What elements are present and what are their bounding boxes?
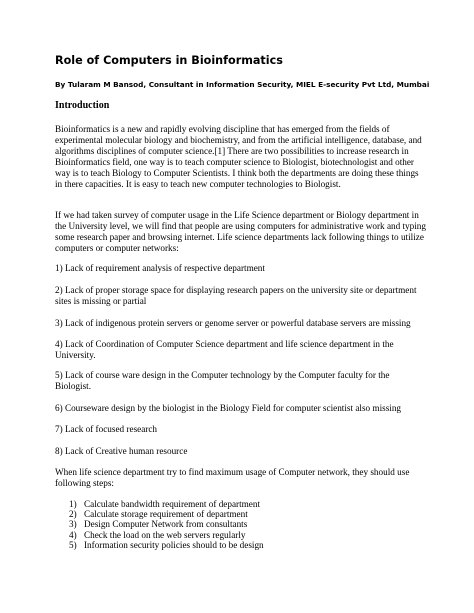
list-item: 1) Lack of requirement analysis of respective department — [55, 263, 265, 273]
list-item: 6) Courseware design by the biologist in the Biology Field for computer scientist also missing — [55, 403, 402, 413]
step-number: 2) — [69, 509, 77, 520]
list-item: 8) Lack of Creative human resource — [55, 446, 188, 456]
step-number: 3) — [69, 519, 77, 530]
step-text: Calculate storage requirement of department — [84, 509, 248, 520]
step-item — [55, 530, 264, 540]
step-item — [55, 540, 264, 550]
step-number: 1) — [69, 499, 77, 509]
list-item: 5) Lack of course ware design in the Computer technology by the Computer faculty for the Biologist. — [55, 370, 390, 391]
step-text: Calculate bandwidth requirement of department — [84, 499, 261, 509]
step-item — [55, 499, 264, 509]
step-text: Check the load on the web servers regularly — [84, 529, 246, 540]
list-item: 3) Lack of indigenous protein servers or genome server or powerful database servers are missing — [55, 318, 411, 328]
step-item — [55, 519, 264, 529]
author-byline: By Tularam M Bansod, Consultant in Information Security, MIEL E-security Pvt Ltd, Mumbai — [55, 80, 430, 89]
step-text: Information security policies should to be design — [84, 539, 264, 550]
document-title: Role of Computers in Bioinformatics — [55, 54, 283, 67]
paragraph-intro: Bioinformatics is a new and rapidly evolving discipline that has emerged from the fields of experimental molecular biology and biochemistry, and from the artificial intelligence, database, and algorithms disciplines of computer science.[1] There are two possibilities to increase research in Bioinformatics field, one way is to teach computer science to Biologist, biotechnologist and other way is to teach Biology to Computer Scientists. I think both the departments are doing these things in there capacities. It is easy to teach new computer technologies to Biologist. — [55, 124, 422, 189]
section-heading-introduction: Introduction — [55, 100, 110, 111]
step-number: 5) — [69, 539, 77, 550]
step-text: Design Computer Network from consultants — [84, 519, 248, 530]
list-item: 2) Lack of proper storage space for displaying research papers on the university site or department sites is missing or partial — [55, 285, 417, 306]
paragraph-steps-intro: When life science department try to find maximum usage of Computer network, they should use following steps: — [55, 467, 410, 488]
step-number: 4) — [69, 529, 77, 540]
list-item: 7) Lack of focused research — [55, 424, 158, 434]
steps-list — [55, 499, 264, 550]
paragraph-survey: If we had taken survey of computer usage in the Life Science department or Biology department in the University level, we will find that people are using computers for administrative work and typing some research paper and browsing internet. Life science departments lack following things to utilize computers or computer networks: — [55, 210, 426, 253]
list-item: 4) Lack of Coordination of Computer Science department and life science department in the University. — [55, 339, 394, 360]
step-item — [55, 509, 264, 519]
